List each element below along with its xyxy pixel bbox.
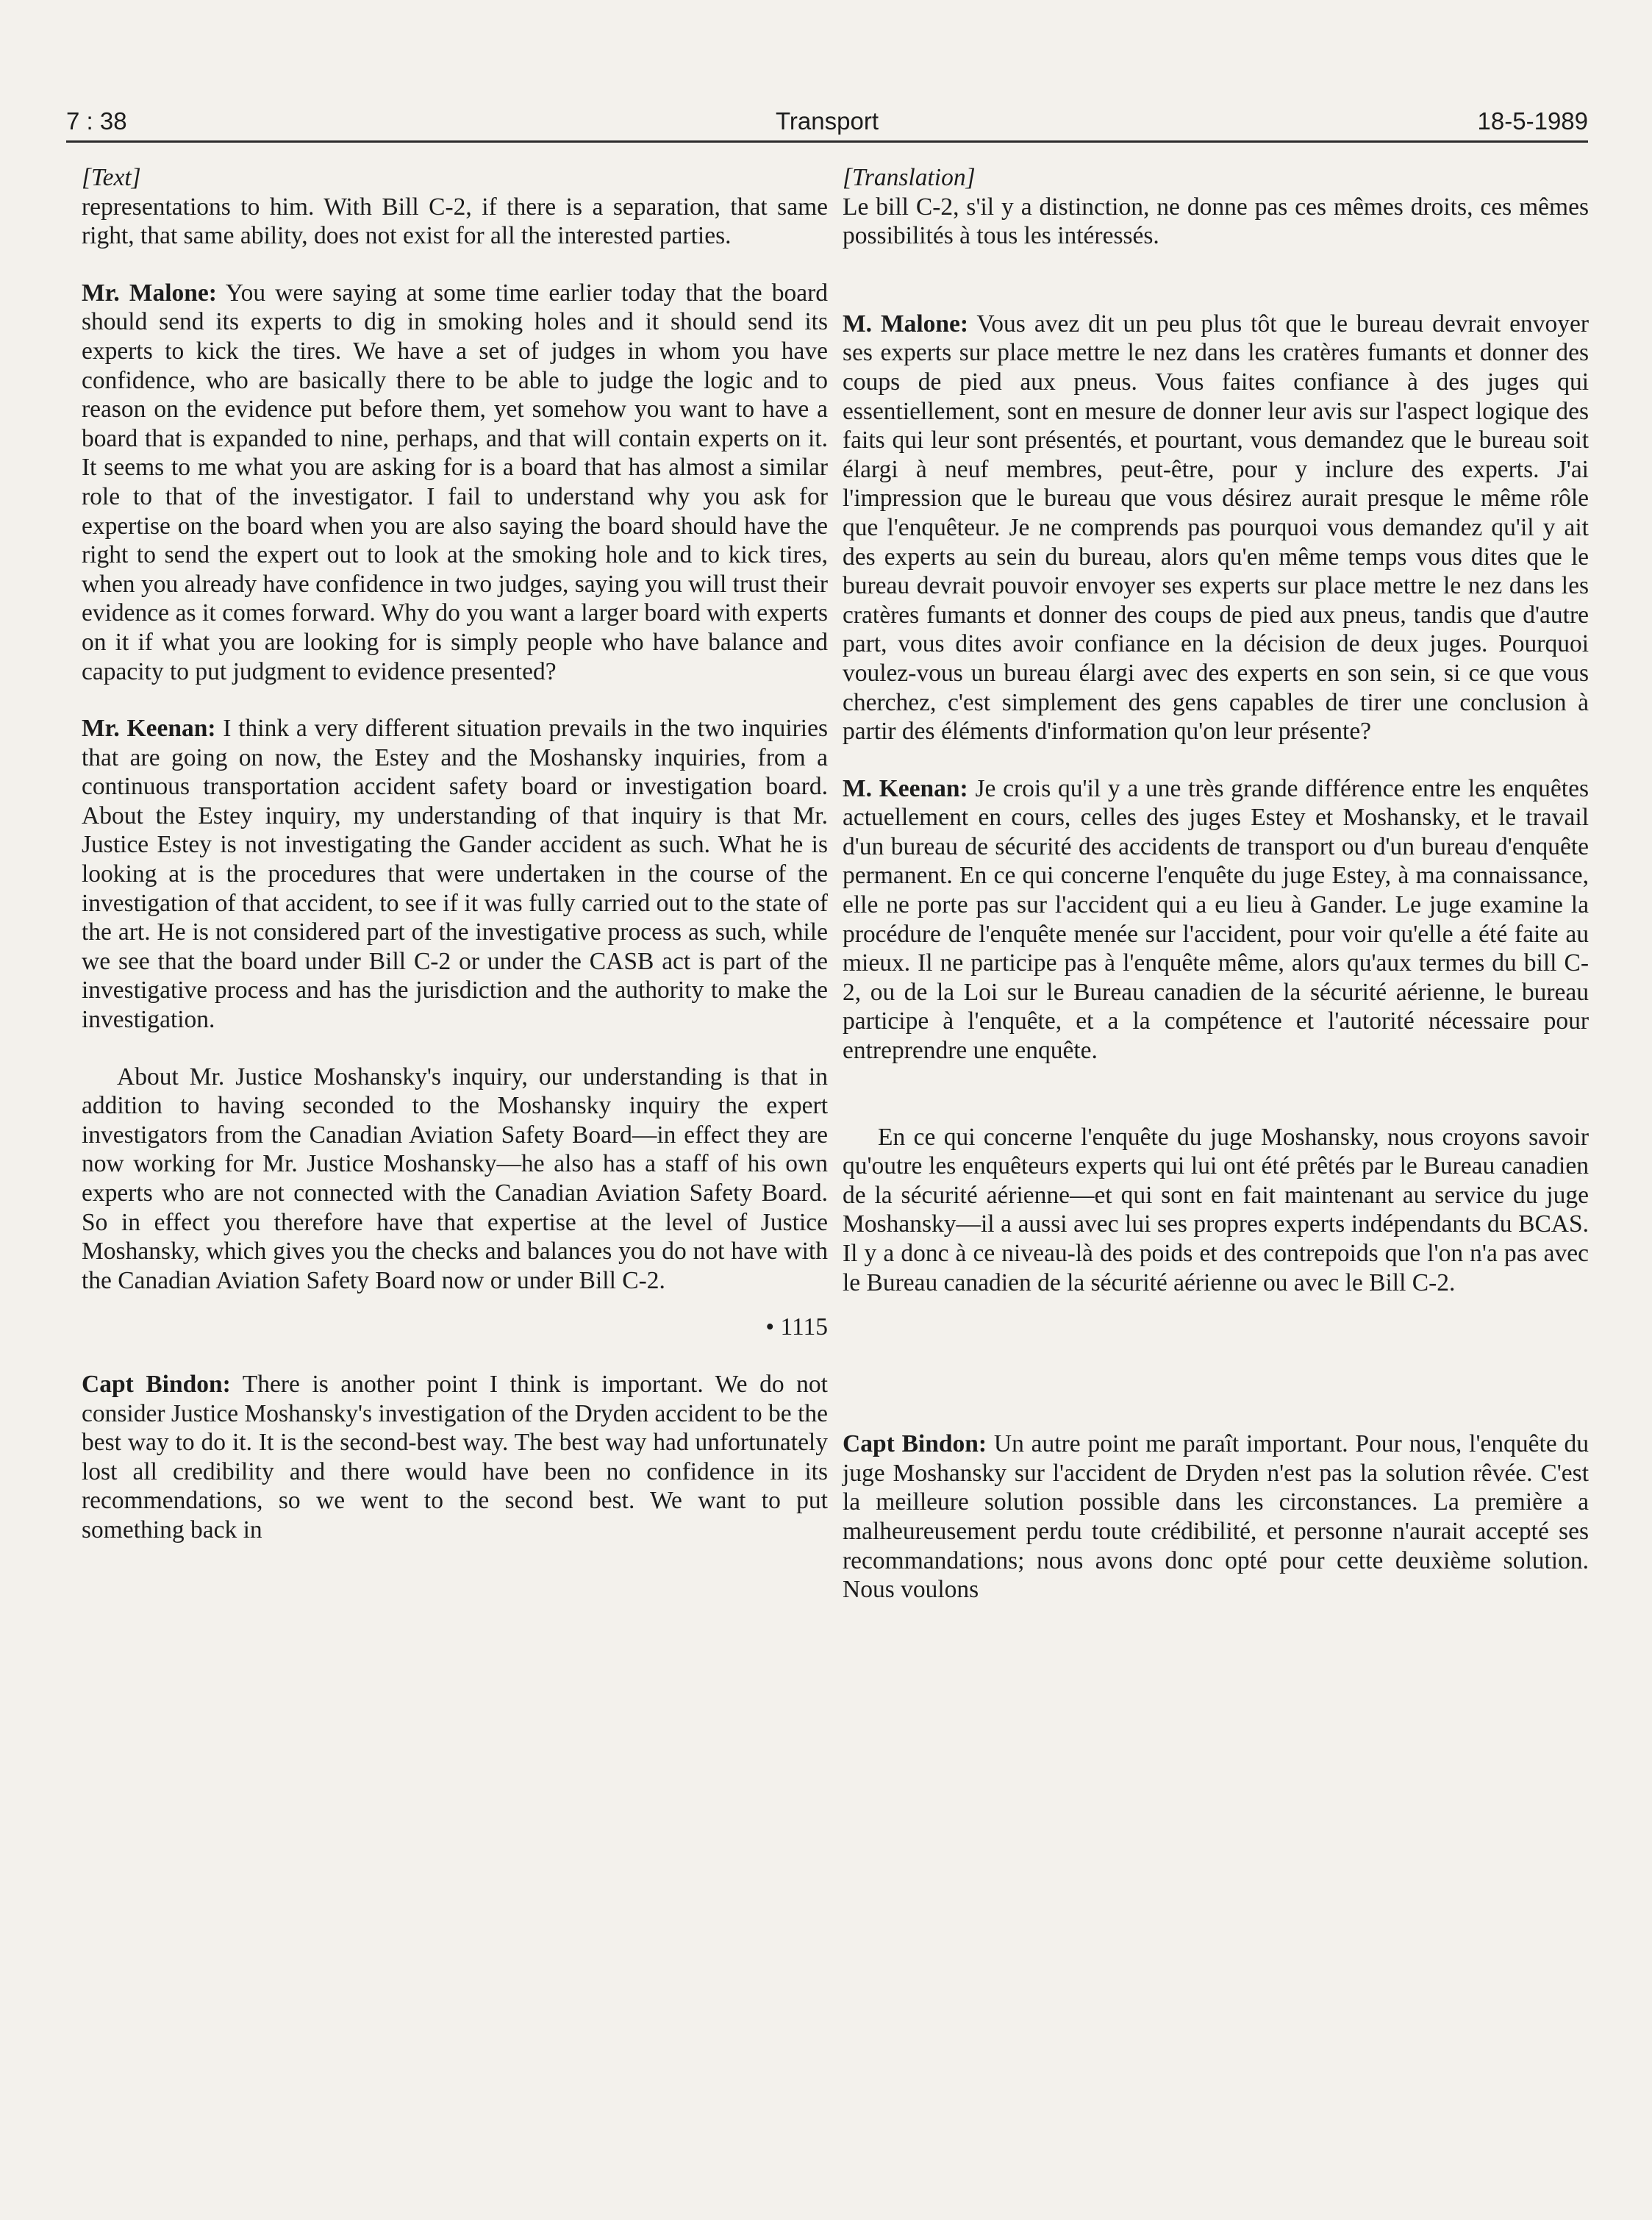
header-rule — [66, 140, 1588, 143]
language-label: [Translation] — [843, 164, 976, 191]
paragraph-text: representations to him. With Bill C-2, if there is a separation, that same right, that same ability, does not exist for all the interested parties. — [82, 193, 828, 250]
paragraph-text: Vous avez dit un peu plus tôt que le bureau devrait envoyer ses experts sur place mettre le nez dans les cratères fumants et donner des coups de pied aux pneus. Vous faites confiance à des juges qui essentiellement, sont en mesure de donner leur avis sur l'aspect logique des faits qui leur sont présentés, et pourtant, vous demandez que le bureau soit élargi à neuf membres, peut-être, pour y inclure des experts. J'ai l'impression que le bureau que vous désirez aurait presque le même rôle que l'enquêteur. Je ne comprends pas pourquoi vous demandez qu'il y ait des experts au sein du bureau, alors qu'en même temps vous dites que le bureau devrait pouvoir envoyer ses experts sur place mettre le nez dans les cratères fumants et donner des coups de pied aux pneus, tandis que d'autre part, vous dites avoir confiance en la décision de deux juges. Pourquoi voulez-vous un bureau élargi avec des experts en son sein, si ce que vous cherchez, c'est simplement des gens capables de tirer une conclusion à partir des éléments d'information qu'on leur présente? — [843, 310, 1589, 746]
speaker-name: Mr. Keenan: — [82, 715, 216, 743]
paragraph-text: Le bill C-2, s'il y a distinction, ne donne pas ces mêmes droits, ces mêmes possibilités à tous les intéressés. — [843, 193, 1589, 250]
paragraph-text: You were saying at some time earlier today that the board should send its experts to dig in smoking holes and it should send its experts to kick the tires. We have a set of judges in whom you have confidence, who are basically there to be able to judge the logic and to reason on the evidence put before them, yet somehow you want to have a board that is expanded to nine, perhaps, and that will contain experts on it. It seems to me what you are asking for is a board that has almost a similar role to that of the investigator. I fail to understand why you ask for expertise on the board when you are also saying the board should have the right to send the expert out to look at the smoking hole and to kick tires, when you already have confidence in two judges, saying you will trust their evidence as it comes forward. Why do you want a larger board with experts on it if what you are looking for is simply people who have balance and capacity to put judgment to evidence presented? — [82, 279, 828, 685]
paragraph — [82, 714, 828, 1035]
speaker-name: Capt Bindon: — [843, 1430, 987, 1458]
page-reference: 7 : 38 — [66, 107, 127, 135]
speaker-name: M. Malone: — [843, 310, 969, 338]
page-title: Transport — [776, 107, 879, 135]
paragraph-text: I think a very different situation prevails in the two inquiries that are going on now, the Estey and the Moshansky inquiries, from a continuous transportation accident safety board or investigation board. About the Estey inquiry, my understanding of that inquiry is that Mr. Justice Estey is not investigating the Gander accident as such. What he is looking at is the procedures that were undertaken in the course of the investigation of that accident, to see if it was fully carried out to the state of the art. He is not considered part of the investigative process as such, while we see that the board under Bill C-2 or under the CASB act is part of the investigative process and has the jurisdiction and the authority to make the investigation. — [82, 715, 828, 1034]
speaker-name: Capt Bindon: — [82, 1370, 231, 1398]
paragraph-text: Un autre point me paraît important. Pour nous, l'enquête du juge Moshansky sur l'accident de Dryden n'est pas la solution rêvée. C'est la meilleure solution possible dans les circonstances. La première a malheureusement perdu toute crédibilité, et personne n'aurait accepté ses recommandations; nous avons donc opté pour cette deuxième solution. Nous voulons — [843, 1430, 1589, 1604]
paragraph — [82, 279, 828, 686]
paragraph — [843, 1123, 1589, 1298]
paragraph — [843, 774, 1589, 1066]
paragraph — [843, 310, 1589, 746]
paragraph-text: En ce qui concerne l'enquête du juge Moshansky, nous croyons savoir qu'outre les enquêteurs experts qui lui ont été prêtés par le Bureau canadien de la sécurité aérienne—et qui sont en fait maintenant au service du juge Moshansky—il a aussi avec lui ses propres experts indépendants du BCAS. Il y a donc à ce niveau-là des poids et des contrepoids que l'on n'a pas avec le Bureau canadien de la sécurité aérienne ou avec le Bill C-2. — [843, 1123, 1589, 1296]
paragraph-text: There is another point I think is important. We do not consider Justice Moshansky's investigation of the Dryden accident to be the best way to do it. It is the second-best way. The best way had unfortunately lost all credibility and there would have been no confidence in its recommendations, so we went to the second best. We want to put something back in — [82, 1370, 828, 1543]
paragraph-text: Je crois qu'il y a une très grande différence entre les enquêtes actuellement en cours, celles des juges Estey et Moshansky, et le travail d'un bureau de sécurité des accidents de transport ou d'un bureau d'enquête permanent. En ce qui concerne l'enquête du juge Estey, à ma connaissance, elle ne porte pas sur l'accident qui a eu lieu à Gander. Le juge examine la procédure de l'enquête menée sur l'accident, pour voir qu'elle a été faite au mieux. Il ne participe pas à l'enquête même, alors qu'aux termes du bill C-2, ou de la Loi sur le Bureau canadien de la sécurité aérienne, le bureau participe à l'enquête, et a la compétence et l'autorité nécessaire pour entreprendre une enquête. — [843, 774, 1589, 1065]
paragraph — [82, 1063, 828, 1296]
language-label: [Text] — [82, 164, 141, 191]
paragraph — [843, 193, 1589, 251]
speaker-name: Mr. Malone: — [82, 279, 217, 307]
time-marker: • 1115 — [765, 1313, 828, 1341]
english-column — [82, 163, 828, 1545]
page-date: 18-5-1989 — [1477, 107, 1588, 135]
paragraph — [82, 1370, 828, 1545]
page-header — [66, 103, 1588, 144]
paragraph — [82, 193, 828, 251]
speaker-name: M. Keenan: — [843, 774, 968, 802]
paragraph-text: About Mr. Justice Moshansky's inquiry, our understanding is that in addition to having seconded to the Moshansky inquiry the expert investigators from the Canadian Aviation Safety Board—in effect they are now working for Mr. Justice Moshansky—he also has a staff of his own experts who are not connected with the Canadian Aviation Safety Board. So in effect you therefore have that expertise at the level of Justice Moshansky, which gives you the checks and balances you do not have with the Canadian Aviation Safety Board now or under Bill C-2. — [82, 1063, 828, 1294]
paragraph — [843, 1430, 1589, 1605]
french-column — [843, 163, 1589, 1605]
